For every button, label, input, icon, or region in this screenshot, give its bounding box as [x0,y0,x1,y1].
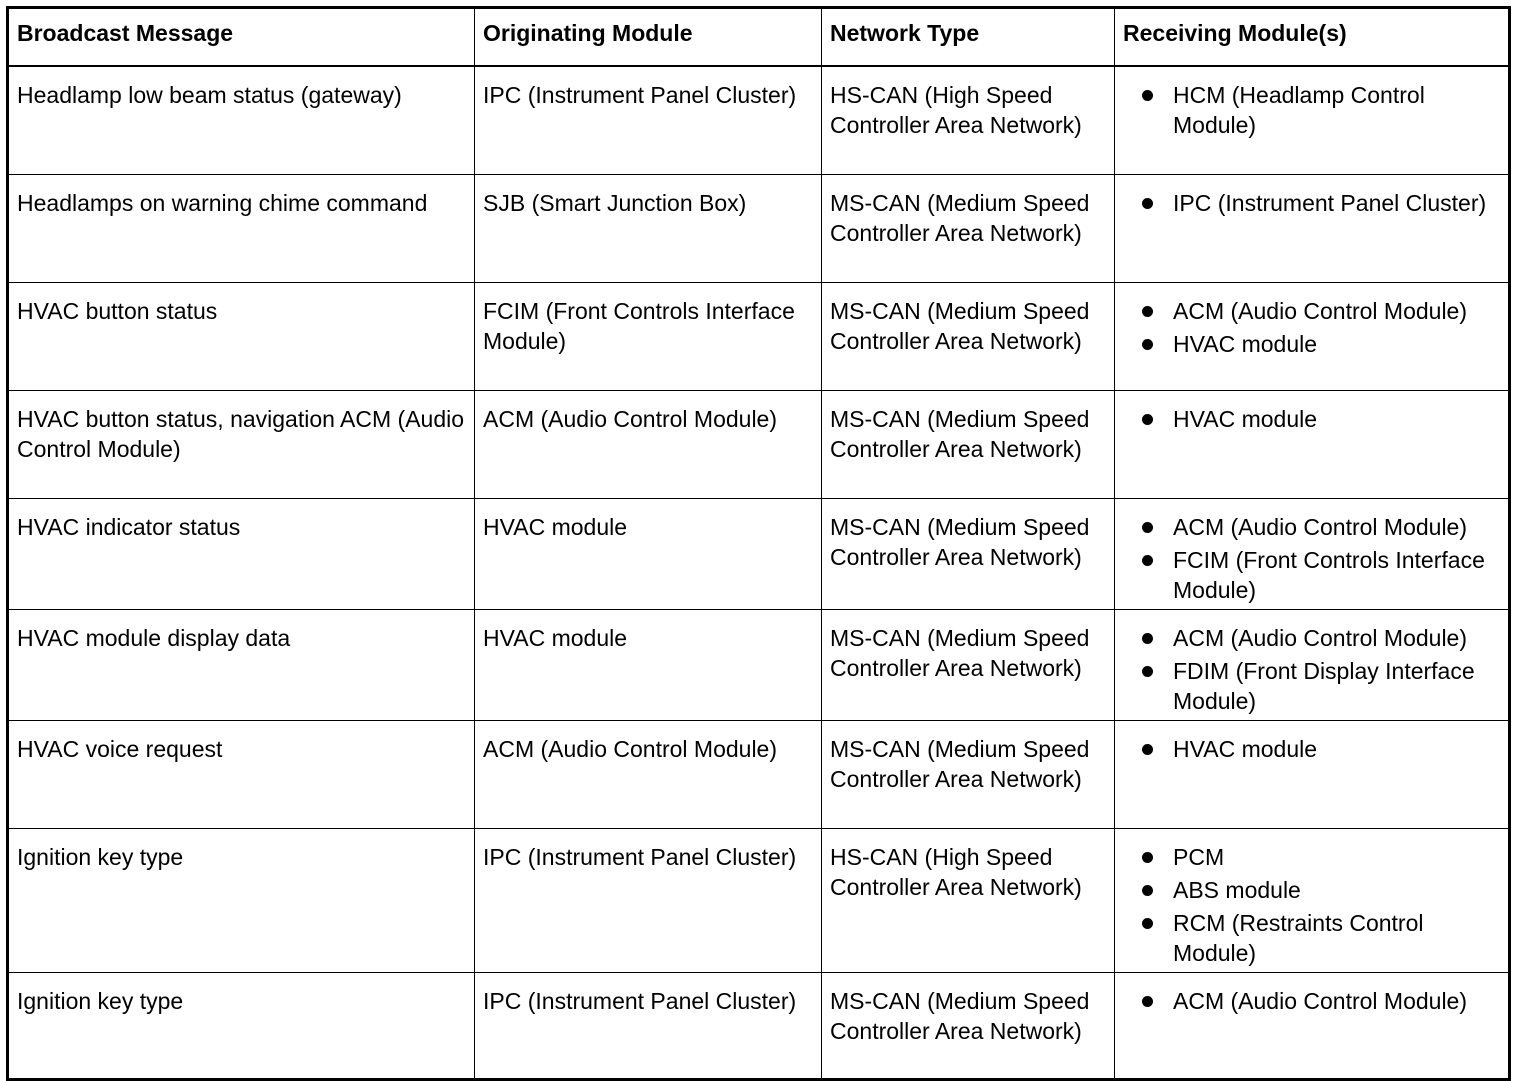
receiving-module-label: ACM (Audio Control Module) [1173,297,1468,324]
list-item [1123,80,1500,140]
network-type-cell: HS-CAN (High Speed Controller Area Network) [822,828,1115,972]
table-header-row [8,8,1510,67]
list-item [1123,986,1500,1016]
list-item [1123,188,1500,218]
header-originating-module: Originating Module [475,8,822,67]
bullet-icon [1142,996,1153,1007]
broadcast-message-cell: Headlamp low beam status (gateway) [8,66,475,174]
receiving-module-label: FCIM (Front Controls Interface Module) [1173,546,1485,603]
bullet-icon [1142,306,1153,317]
bullet-icon [1142,414,1153,425]
broadcast-message-cell: Ignition key type [8,972,475,1079]
receiving-modules-cell [1115,498,1510,609]
receiving-modules-list [1123,296,1500,359]
originating-module-cell: HVAC module [475,609,822,720]
network-type-cell: MS-CAN (Medium Speed Controller Area Network) [822,720,1115,828]
receiving-module-label: FDIM (Front Display Interface Module) [1173,657,1475,714]
list-item [1123,404,1500,434]
table-row [8,66,1510,174]
broadcast-message-cell: Headlamps on warning chime command [8,174,475,282]
originating-module-cell: FCIM (Front Controls Interface Module) [475,282,822,390]
header-broadcast-message: Broadcast Message [8,8,475,67]
receiving-modules-cell [1115,720,1510,828]
list-item [1123,656,1500,716]
receiving-module-label: HVAC module [1173,735,1318,762]
receiving-modules-cell [1115,66,1510,174]
header-receiving-modules: Receiving Module(s) [1115,8,1510,67]
receiving-module-label: ACM (Audio Control Module) [1173,624,1468,651]
network-message-table [6,6,1511,1081]
receiving-modules-list [1123,188,1500,218]
originating-module-cell: IPC (Instrument Panel Cluster) [475,972,822,1079]
originating-module-cell: IPC (Instrument Panel Cluster) [475,66,822,174]
bullet-icon [1142,555,1153,566]
list-item [1123,512,1500,542]
broadcast-message-cell: Ignition key type [8,828,475,972]
receiving-modules-list [1123,512,1500,605]
receiving-module-label: PCM [1173,843,1225,870]
network-type-cell: MS-CAN (Medium Speed Controller Area Network) [822,174,1115,282]
table-row [8,828,1510,972]
list-item [1123,296,1500,326]
list-item [1123,329,1500,359]
table-row [8,720,1510,828]
receiving-module-label: ACM (Audio Control Module) [1173,513,1468,540]
list-item [1123,734,1500,764]
receiving-module-label: HVAC module [1173,330,1318,357]
table-row [8,609,1510,720]
receiving-modules-cell [1115,390,1510,498]
network-type-cell: MS-CAN (Medium Speed Controller Area Network) [822,972,1115,1079]
originating-module-cell: IPC (Instrument Panel Cluster) [475,828,822,972]
bullet-icon [1142,90,1153,101]
bullet-icon [1142,198,1153,209]
bullet-icon [1142,918,1153,929]
table-row [8,174,1510,282]
originating-module-cell: SJB (Smart Junction Box) [475,174,822,282]
table-row [8,498,1510,609]
receiving-modules-list [1123,623,1500,716]
network-type-cell: MS-CAN (Medium Speed Controller Area Network) [822,609,1115,720]
list-item [1123,623,1500,653]
receiving-module-label: ABS module [1173,876,1301,903]
bullet-icon [1142,522,1153,533]
receiving-modules-cell [1115,609,1510,720]
broadcast-message-cell: HVAC button status, navigation ACM (Audio Control Module) [8,390,475,498]
receiving-module-label: HCM (Headlamp Control Module) [1173,82,1425,138]
network-type-cell: HS-CAN (High Speed Controller Area Network) [822,66,1115,174]
broadcast-message-cell: HVAC button status [8,282,475,390]
list-item [1123,908,1500,968]
bullet-icon [1142,666,1153,677]
table-row [8,282,1510,390]
bullet-icon [1142,885,1153,896]
network-type-cell: MS-CAN (Medium Speed Controller Area Network) [822,282,1115,390]
receiving-modules-cell [1115,972,1510,1079]
receiving-module-label: IPC (Instrument Panel Cluster) [1173,189,1487,216]
receiving-modules-cell [1115,828,1510,972]
list-item [1123,875,1500,905]
receiving-module-label: RCM (Restraints Control Module) [1173,909,1424,966]
bullet-icon [1142,339,1153,350]
bullet-icon [1142,852,1153,863]
receiving-modules-cell [1115,282,1510,390]
broadcast-message-cell: HVAC voice request [8,720,475,828]
originating-module-cell: ACM (Audio Control Module) [475,720,822,828]
broadcast-message-cell: HVAC module display data [8,609,475,720]
receiving-module-label: ACM (Audio Control Module) [1173,987,1468,1014]
receiving-modules-list [1123,842,1500,968]
list-item [1123,842,1500,872]
receiving-modules-list [1123,80,1500,140]
receiving-modules-list [1123,734,1500,764]
network-type-cell: MS-CAN (Medium Speed Controller Area Network) [822,390,1115,498]
originating-module-cell: ACM (Audio Control Module) [475,390,822,498]
receiving-modules-list [1123,986,1500,1016]
header-network-type: Network Type [822,8,1115,67]
originating-module-cell: HVAC module [475,498,822,609]
list-item [1123,545,1500,605]
receiving-modules-list [1123,404,1500,434]
bullet-icon [1142,744,1153,755]
network-type-cell: MS-CAN (Medium Speed Controller Area Network) [822,498,1115,609]
receiving-modules-cell [1115,174,1510,282]
bullet-icon [1142,633,1153,644]
table-body [8,66,1510,1079]
table-row [8,390,1510,498]
receiving-module-label: HVAC module [1173,405,1318,432]
table-row [8,972,1510,1079]
broadcast-message-cell: HVAC indicator status [8,498,475,609]
